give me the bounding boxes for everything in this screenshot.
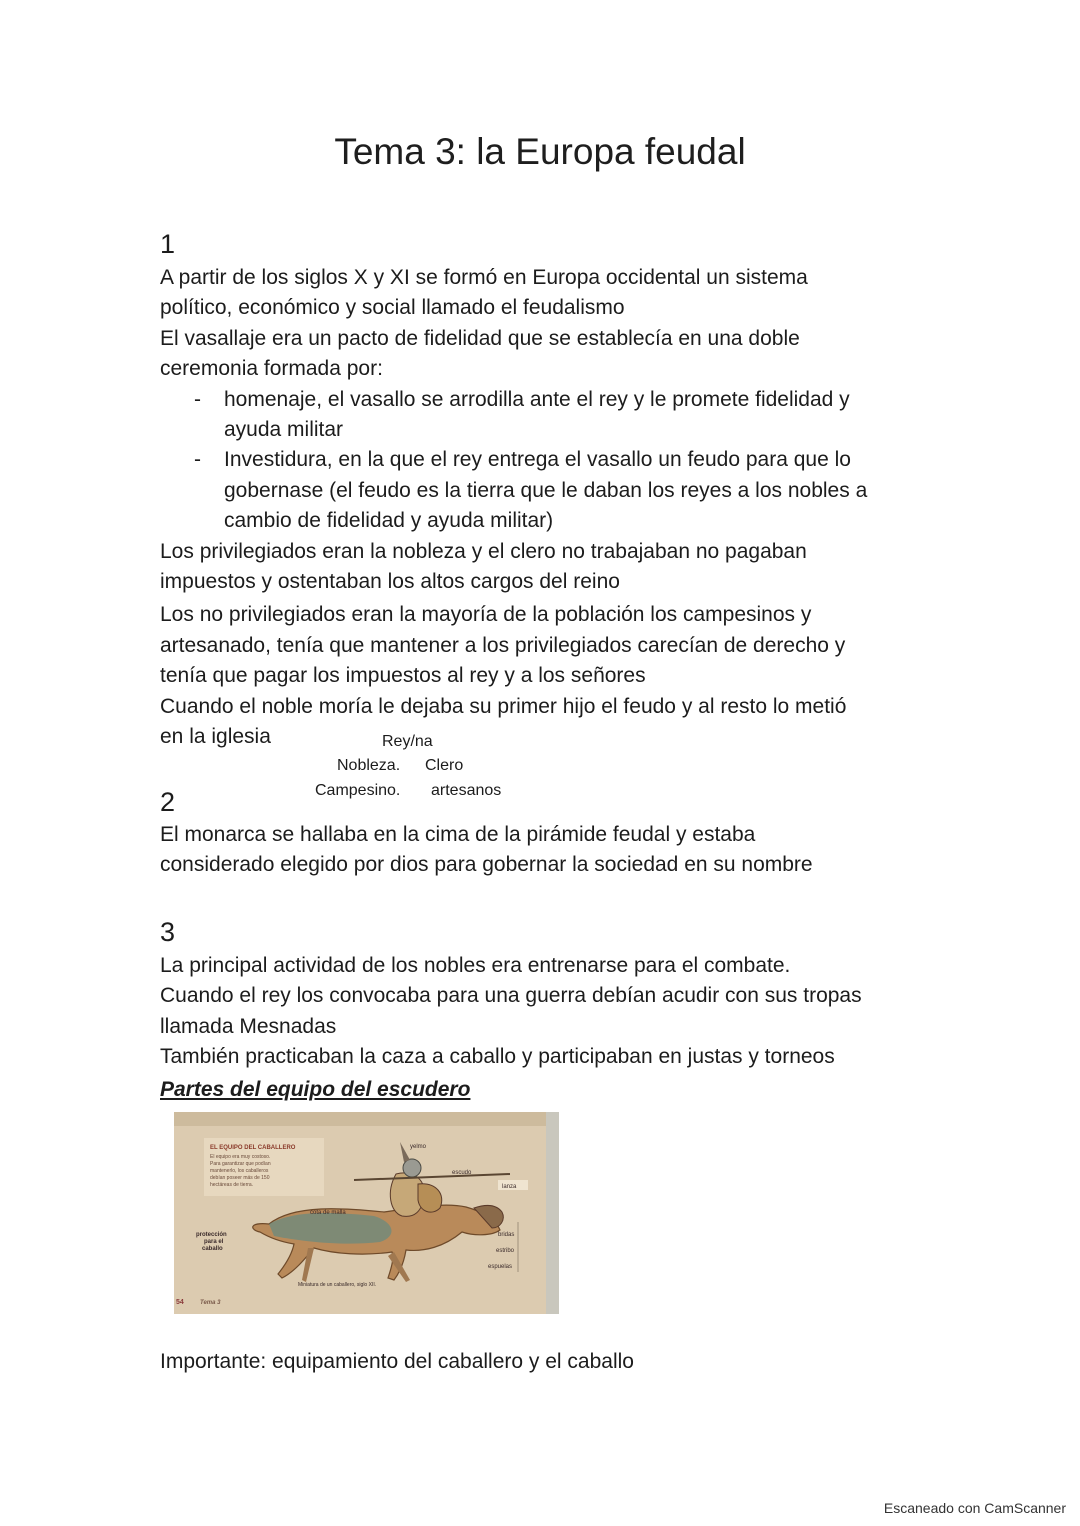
importante-note: Importante: equipamiento del caballero y el caballo: [160, 1350, 634, 1373]
camscanner-watermark: Escaneado con CamScanner: [883, 1500, 1066, 1516]
paragraph-line: tenía que pagar los impuestos al rey y a los señores: [160, 664, 646, 688]
photo-box-title: EL EQUIPO DEL CABALLERO: [210, 1145, 296, 1151]
list-item: [160, 445, 940, 536]
bullet-dash: -: [194, 448, 201, 472]
section-number-2: 2: [160, 787, 176, 817]
paragraph-line: en la iglesia: [160, 725, 271, 749]
equipment-subheading: Partes del equipo del escudero: [160, 1078, 471, 1101]
list-item-line: homenaje, el vasallo se arrodilla ante el rey y le promete fidelidad y: [224, 387, 850, 411]
paragraph-line: El vasallaje era un pacto de fidelidad que se establecía en una doble: [160, 326, 800, 350]
label-estribo: estribo: [496, 1248, 515, 1254]
label-yelmo: yelmo: [410, 1144, 427, 1150]
pyramid-nobleza: Nobleza.: [337, 757, 401, 774]
label-bridas: bridas: [498, 1232, 515, 1238]
paragraph-line: Cuando el noble moría le dejaba su primer hijo el feudo y al resto lo metió: [160, 694, 847, 718]
section-number-3: 3: [160, 917, 176, 947]
paragraph-line: La principal actividad de los nobles era entrenarse para el combate.: [160, 954, 791, 977]
paragraph-line: También practicaban la caza a caballo y participaban en justas y torneos: [160, 1045, 835, 1069]
photo-box-line: mantenerlo, los caballeros: [210, 1168, 269, 1174]
paragraph-line: Los privilegiados eran la nobleza y el clero no trabajaban no pagaban: [160, 539, 807, 563]
section-number-1: 1: [160, 229, 176, 259]
pyramid-top: Rey/na: [382, 733, 433, 750]
pyramid-clero: Clero: [425, 757, 464, 774]
paragraph-line: impuestos y ostentaban los altos cargos del reino: [160, 570, 620, 594]
photo-page-number: 54: [176, 1299, 184, 1306]
list-item-line: ayuda militar: [224, 418, 344, 442]
label-lanza: lanza: [502, 1184, 517, 1190]
label-proteccion: para el: [204, 1239, 224, 1245]
photo-box-line: debían poseer más de 150: [210, 1175, 270, 1181]
pyramid-artesanos: artesanos: [431, 782, 502, 799]
paragraph-line: El monarca se hallaba en la cima de la pirámide feudal y estaba: [160, 823, 756, 846]
paragraph-line: artesanado, tenía que mantener a los privilegiados carecían de derecho y: [160, 633, 846, 657]
label-proteccion: protección: [196, 1232, 227, 1238]
label-cota-de-malla: cota de malla: [310, 1210, 346, 1216]
paragraph-line: considerado elegido por dios para gobernar la sociedad en su nombre: [160, 853, 813, 877]
pyramid-campesino: Campesino.: [315, 782, 401, 799]
label-proteccion: caballo: [202, 1246, 223, 1252]
paragraph-line: Cuando el rey los convocaba para una guerra debían acudir con sus tropas: [160, 984, 862, 1008]
section-2-body: [160, 820, 813, 881]
photo-box-line: hectáreas de tierra.: [210, 1182, 254, 1188]
list-item-line: cambio de fidelidad y ayuda militar): [224, 509, 554, 533]
photo-box-line: Para garantizar que podían: [210, 1161, 271, 1167]
photo-box-line: El equipo era muy costoso.: [210, 1154, 271, 1160]
label-espuelas: espuelas: [488, 1264, 513, 1270]
ceremony-list: [160, 385, 940, 537]
page-title: Tema 3: la Europa feudal: [334, 131, 746, 172]
paragraph-line: ceremonia formada por:: [160, 357, 383, 381]
photo-caption: Miniatura de un caballero, siglo XII.: [298, 1282, 377, 1288]
bullet-dash: -: [194, 387, 201, 411]
knight-equipment-photo: [174, 1112, 559, 1314]
list-item-line: Investidura, en la que el rey entrega el vasallo un feudo para que lo: [224, 448, 851, 472]
paragraph-line: llamada Mesnadas: [160, 1014, 337, 1038]
paragraph-line: Los no privilegiados eran la mayoría de la población los campesinos y: [160, 603, 812, 627]
paragraph-line: A partir de los siglos X y XI se formó en Europa occidental un sistema: [160, 266, 808, 289]
list-item-line: gobernase (el feudo es la tierra que le daban los reyes a los nobles a: [224, 478, 868, 502]
section-1-body: [160, 263, 940, 753]
label-escudo: escudo: [452, 1170, 472, 1176]
list-item: [160, 385, 940, 446]
section-3-body: [160, 951, 862, 1073]
photo-page-tema: Tema 3: [200, 1300, 221, 1306]
paragraph-line: político, económico y social llamado el feudalismo: [160, 296, 625, 320]
